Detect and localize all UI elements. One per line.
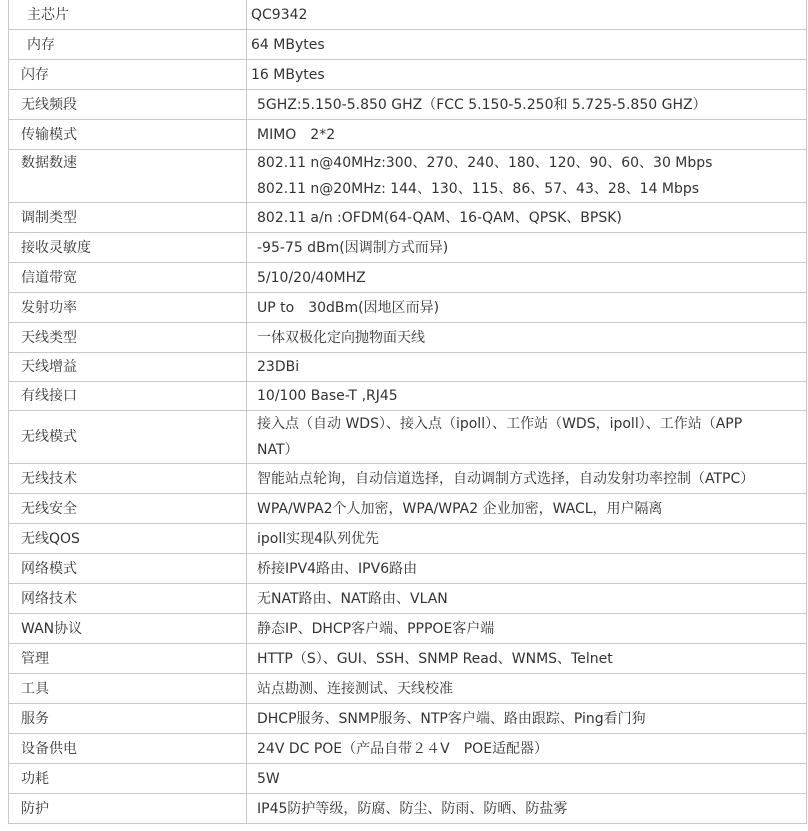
row-value — [247, 411, 807, 464]
row-value: QC9342 — [247, 0, 807, 30]
table-row — [9, 494, 807, 524]
row-value: HTTP（S）、GUI、SSH、SNMP Read、WNMS、Telnet — [247, 644, 807, 674]
row-label: 天线增益 — [9, 353, 247, 382]
row-value: 64 MBytes — [247, 30, 807, 60]
row-value-line: 802.11 n@20MHz: 144、130、115、86、57、43、28、14 Mbps — [257, 181, 700, 197]
row-label: 无线频段 — [9, 90, 247, 120]
row-label: 信道带宽 — [9, 263, 247, 293]
table-row — [9, 60, 807, 90]
row-label: 网络技术 — [9, 584, 247, 614]
row-label: WAN协议 — [9, 614, 247, 644]
table-row — [9, 382, 807, 411]
row-value: 24V DC POE（产品自带２４V POE适配器） — [247, 734, 807, 764]
table-row — [9, 150, 807, 203]
table-row — [9, 584, 807, 614]
row-value-line: NAT） — [257, 442, 299, 458]
row-label: 无线安全 — [9, 494, 247, 524]
row-value: 5/10/20/40MHZ — [247, 263, 807, 293]
row-value: 16 MBytes — [247, 60, 807, 90]
row-label: 闪存 — [9, 60, 247, 90]
row-value: UP to 30dBm(因地区而异) — [247, 293, 807, 323]
row-value: 一体双极化定向抛物面天线 — [247, 323, 807, 353]
row-label: 无线技术 — [9, 464, 247, 494]
table-row — [9, 323, 807, 353]
table-row — [9, 554, 807, 584]
table-row — [9, 734, 807, 764]
row-value: ipoll实现4队列优先 — [247, 524, 807, 554]
table-row — [9, 30, 807, 60]
row-value: 桥接IPV4路由、IPV6路由 — [247, 554, 807, 584]
row-label: 管理 — [9, 644, 247, 674]
table-row — [9, 263, 807, 293]
row-label: 调制类型 — [9, 203, 247, 233]
table-row — [9, 704, 807, 734]
table-row — [9, 90, 807, 120]
row-value: DHCP服务、SNMP服务、NTP客户端、路由跟踪、Ping看门狗 — [247, 704, 807, 734]
row-value-line: 接入点（自动 WDS）、接入点（ipoll）、工作站（WDS，ipoll）、工作站（APP — [257, 416, 743, 432]
row-label: 有线接口 — [9, 382, 247, 411]
row-value: 10/100 Base-T ,RJ45 — [247, 382, 807, 411]
table-row — [9, 293, 807, 323]
row-label: 服务 — [9, 704, 247, 734]
row-value: 站点勘测、连接测试、天线校准 — [247, 674, 807, 704]
table-row — [9, 0, 807, 30]
spec-table — [8, 0, 807, 824]
table-row — [9, 353, 807, 382]
row-value: 静态IP、DHCP客户端、PPPOE客户端 — [247, 614, 807, 644]
table-row — [9, 644, 807, 674]
row-label: 工具 — [9, 674, 247, 704]
row-label: 发射功率 — [9, 293, 247, 323]
row-label: 主芯片 — [9, 0, 247, 30]
row-value: IP45防护等级，防腐、防尘、防雨、防晒、防盐雾 — [247, 794, 807, 824]
row-label: 接收灵敏度 — [9, 233, 247, 263]
row-value: 无NAT路由、NAT路由、VLAN — [247, 584, 807, 614]
row-label: 设备供电 — [9, 734, 247, 764]
row-label: 网络模式 — [9, 554, 247, 584]
row-label: 无线模式 — [9, 411, 247, 464]
table-row — [9, 233, 807, 263]
row-value: 5W — [247, 764, 807, 794]
table-row — [9, 794, 807, 824]
row-value: -95-75 dBm(因调制方式而异) — [247, 233, 807, 263]
row-label: 内存 — [9, 30, 247, 60]
row-label: 无线QOS — [9, 524, 247, 554]
row-value: WPA/WPA2个人加密，WPA/WPA2 企业加密，WACL，用户隔离 — [247, 494, 807, 524]
row-label: 防护 — [9, 794, 247, 824]
row-value: MIMO 2*2 — [247, 120, 807, 150]
row-label: 传输模式 — [9, 120, 247, 150]
row-value: 智能站点轮询，自动信道选择，自动调制方式选择，自动发射功率控制（ATPC） — [247, 464, 807, 494]
row-value: 802.11 a/n :OFDM(64-QAM、16-QAM、QPSK、BPSK) — [247, 203, 807, 233]
table-row — [9, 120, 807, 150]
table-row — [9, 203, 807, 233]
table-row — [9, 614, 807, 644]
row-label: 天线类型 — [9, 323, 247, 353]
table-row — [9, 464, 807, 494]
row-value — [247, 150, 807, 203]
table-row — [9, 674, 807, 704]
row-value: 23DBi — [247, 353, 807, 382]
row-value-line: 802.11 n@40MHz:300、270、240、180、120、90、60、30 Mbps — [257, 155, 713, 171]
row-value: 5GHZ:5.150-5.850 GHZ（FCC 5.150-5.250和 5.725-5.850 GHZ） — [247, 90, 807, 120]
table-row — [9, 411, 807, 464]
table-row — [9, 764, 807, 794]
table-row — [9, 524, 807, 554]
row-label: 数据数速 — [9, 150, 247, 203]
row-label: 功耗 — [9, 764, 247, 794]
